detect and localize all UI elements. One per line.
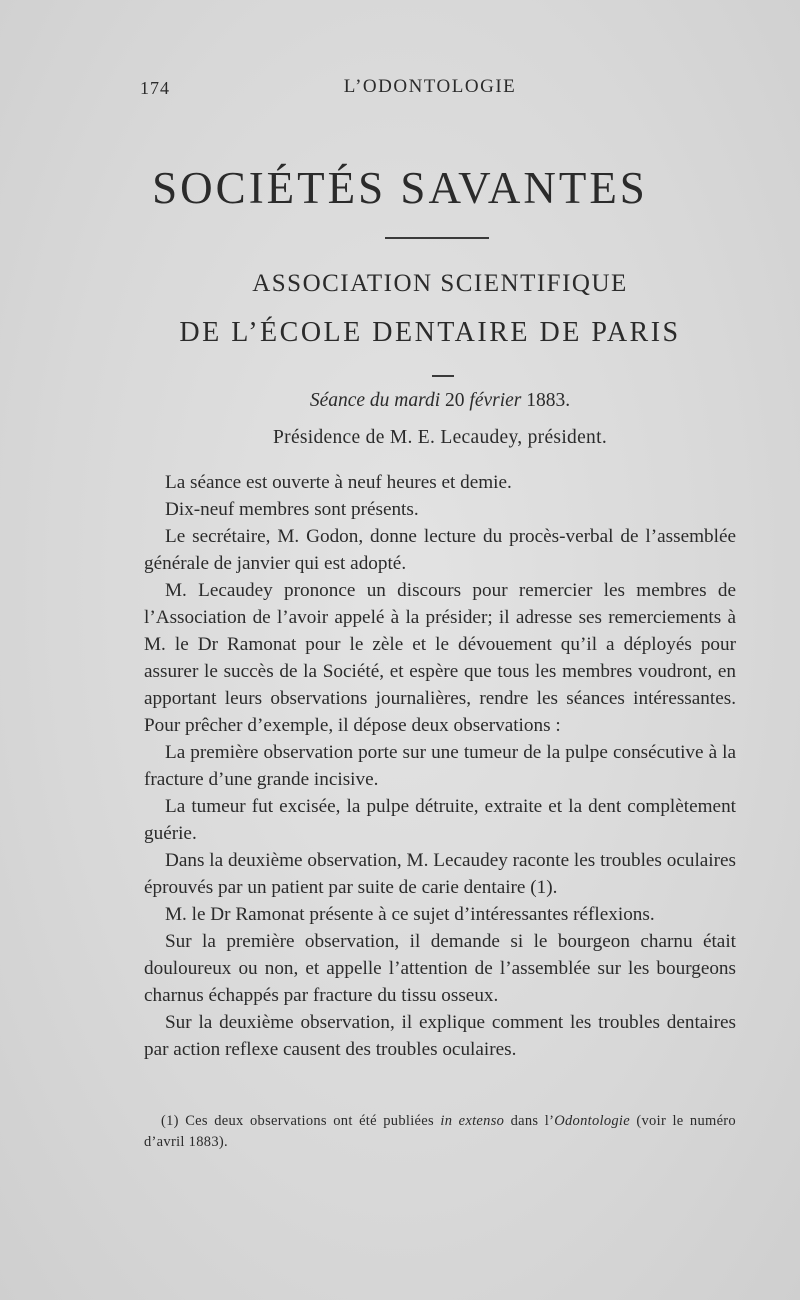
section-title: SOCIÉTÉS SAVANTES	[152, 163, 648, 213]
footnote-text	[144, 1111, 736, 1153]
paragraph: M. le Dr Ramonat présente à ce sujet d’intéressantes réflexions.	[165, 904, 655, 925]
footnote	[144, 1111, 736, 1153]
footnote-middle: dans l’	[504, 1113, 555, 1129]
paragraph: La tumeur fut excisée, la pulpe détruite, extraite et la dent complètement guérie.	[144, 796, 736, 844]
session-month: février	[469, 390, 522, 411]
session-prefix: Séance du mardi	[309, 390, 441, 411]
paragraph: M. Lecaudey prononce un discours pour remercier les membres de l’Association de l’avoir appelé à la présider; il adresse ses remerciements à M. le Dr Ramonat pour le zèle et le dévouement qu’il a déployés pour assurer le succès de la Société, et espère que tous les membres voudront, en apportant leurs observations journalières, rendre les séances intéressantes. Pour prêcher d’exemple, il dépose deux observations :	[144, 580, 736, 736]
presidence-line: Présidence de M. E. Lecaudey, président.	[273, 427, 607, 448]
running-head	[140, 76, 660, 104]
paragraph: Sur la deuxième observation, il explique comment les troubles dentaires par action reflexe causent des troubles oculaires.	[144, 1012, 736, 1060]
short-divider	[432, 375, 454, 377]
association-name-line2: DE L’ÉCOLE DENTAIRE DE PARIS	[179, 317, 681, 348]
association-name-line1: ASSOCIATION SCIENTIFIQUE	[252, 270, 628, 297]
paragraph: Le secrétaire, M. Godon, donne lecture du procès-verbal de l’assemblée générale de janvier qui est adopté.	[144, 526, 736, 574]
paragraph: La première observation porte sur une tumeur de la pulpe consécutive à la fracture d’une grande incisive.	[144, 742, 736, 790]
page-number: 174	[140, 78, 170, 98]
session-date	[0, 390, 800, 412]
session-day: 20	[440, 390, 470, 411]
body-text	[144, 469, 736, 1063]
footnote-marker: (1) Ces deux observations ont été publiées	[161, 1113, 441, 1129]
paragraph: La séance est ouverte à neuf heures et demie.	[165, 472, 512, 493]
footnote-journal: Odontologie	[554, 1113, 630, 1129]
paragraph: Sur la première observation, il demande si le bourgeon charnu était douloureux ou non, et appelle l’attention de l’assemblée sur les bourgeons charnus échappés par fracture du tissu osseux.	[144, 931, 736, 1006]
paragraph: Dix-neuf membres sont présents.	[165, 499, 419, 520]
footnote-in-extenso: in extenso	[440, 1113, 505, 1129]
paragraph: Dans la deuxième observation, M. Lecaudey raconte les troubles oculaires éprouvés par un patient par suite de carie dentaire (1).	[144, 850, 736, 898]
session-year: 1883.	[521, 390, 571, 411]
footnote-end: (voir le numéro d’avril 1883).	[144, 1113, 736, 1150]
title-divider	[385, 237, 489, 239]
journal-title: L’ODONTOLOGIE	[343, 76, 517, 97]
